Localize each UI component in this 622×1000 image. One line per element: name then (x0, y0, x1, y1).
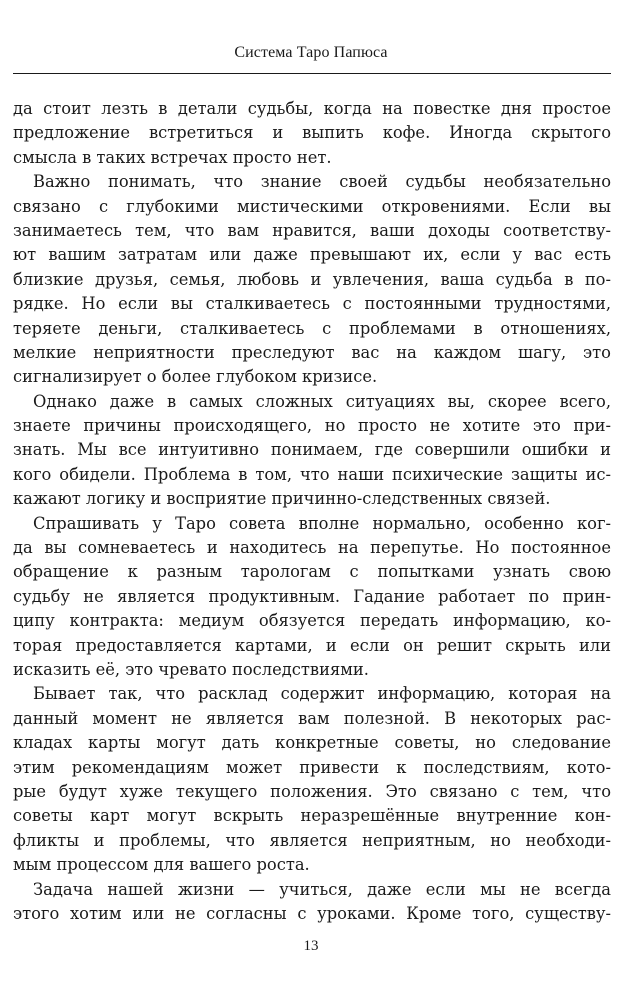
text-line: ют вашим затратам или даже превышают их, если у вас есть (13, 245, 611, 265)
text-line: рые будут хуже текущего положения. Это связано с тем, что (13, 781, 611, 801)
paragraph (13, 682, 611, 877)
paragraph (13, 512, 611, 683)
text-line: мелкие неприятности преследуют вас на каждом шагу, это (13, 342, 611, 362)
text-line: смысла в таких встречах просто нет. (13, 147, 332, 167)
text-line: Спрашивать у Таро совета вполне нормально, особенно ког- (33, 513, 611, 533)
text-line: Задача нашей жизни — учиться, даже если мы не всегда (33, 879, 611, 899)
text-line: Бывает так, что расклад содержит информацию, которая на (33, 684, 611, 704)
text-line: кого обидели. Проблема в том, что наши психические защиты ис- (13, 464, 611, 484)
text-line: рядке. Но если вы сталкиваетесь с постоянными трудностями, (13, 294, 611, 314)
body-text (13, 97, 611, 926)
text-line: кладах карты могут дать конкретные советы, но следование (13, 733, 611, 753)
text-line: теряете деньги, сталкиваетесь с проблемами в отношениях, (13, 318, 611, 338)
text-line: ципу контракта: медиум обязуется передать информацию, ко- (13, 611, 611, 631)
text-line: мым процессом для вашего роста. (13, 855, 310, 875)
text-line: знаете причины происходящего, но просто не хотите это при- (13, 416, 611, 436)
text-line: судьбу не является продуктивным. Гадание работает по прин- (13, 586, 611, 606)
text-line: Важно понимать, что знание своей судьбы необязательно (33, 172, 611, 192)
paragraph (13, 97, 611, 170)
text-line: Однако даже в самых сложных ситуациях вы, скорее всего, (33, 391, 611, 411)
text-line: близкие друзья, семья, любовь и увлечения, ваша судьба в по- (13, 269, 611, 289)
paragraph (13, 878, 611, 927)
header-rule (13, 73, 611, 74)
text-line: исказить её, это чревато последствиями. (13, 659, 369, 679)
paragraph (13, 390, 611, 512)
text-line: фликты и проблемы, что является неприятным, но необходи- (13, 830, 611, 850)
text-line: этим рекомендациям может привести к последствиям, кото- (13, 757, 611, 777)
page-number: 13 (303, 938, 319, 954)
text-line: кажают логику и восприятие причинно-следственных связей. (13, 489, 551, 509)
text-line: да вы сомневаетесь и находитесь на перепутье. Но постоянное (13, 538, 611, 558)
text-line: предложение встретиться и выпить кофе. Иногда скрытого (13, 123, 611, 143)
text-line: знать. Мы все интуитивно понимаем, где совершили ошибки и (13, 440, 611, 460)
text-line: торая предоставляется картами, и если он решит скрыть или (13, 635, 611, 655)
paragraph (13, 170, 611, 390)
text-line: советы карт могут вскрыть неразрешённые внутренние кон- (13, 806, 611, 826)
text-line: да стоит лезть в детали судьбы, когда на повестке дня простое (13, 99, 611, 118)
text-line: этого хотим или не согласны с уроками. Кроме того, существу- (13, 903, 611, 923)
text-line: сигнализирует о более глубоком кризисе. (13, 367, 378, 387)
running-title: Система Таро Папюса (234, 44, 388, 61)
text-line: связано с глубокими мистическими откровениями. Если вы (13, 196, 611, 216)
text-line: обращение к разным тарологам с попытками узнать свою (13, 562, 611, 582)
text-line: данный момент не является вам полезной. В некоторых рас- (13, 708, 611, 728)
text-line: занимаетесь тем, что вам нравится, ваши доходы соответству- (13, 220, 611, 240)
